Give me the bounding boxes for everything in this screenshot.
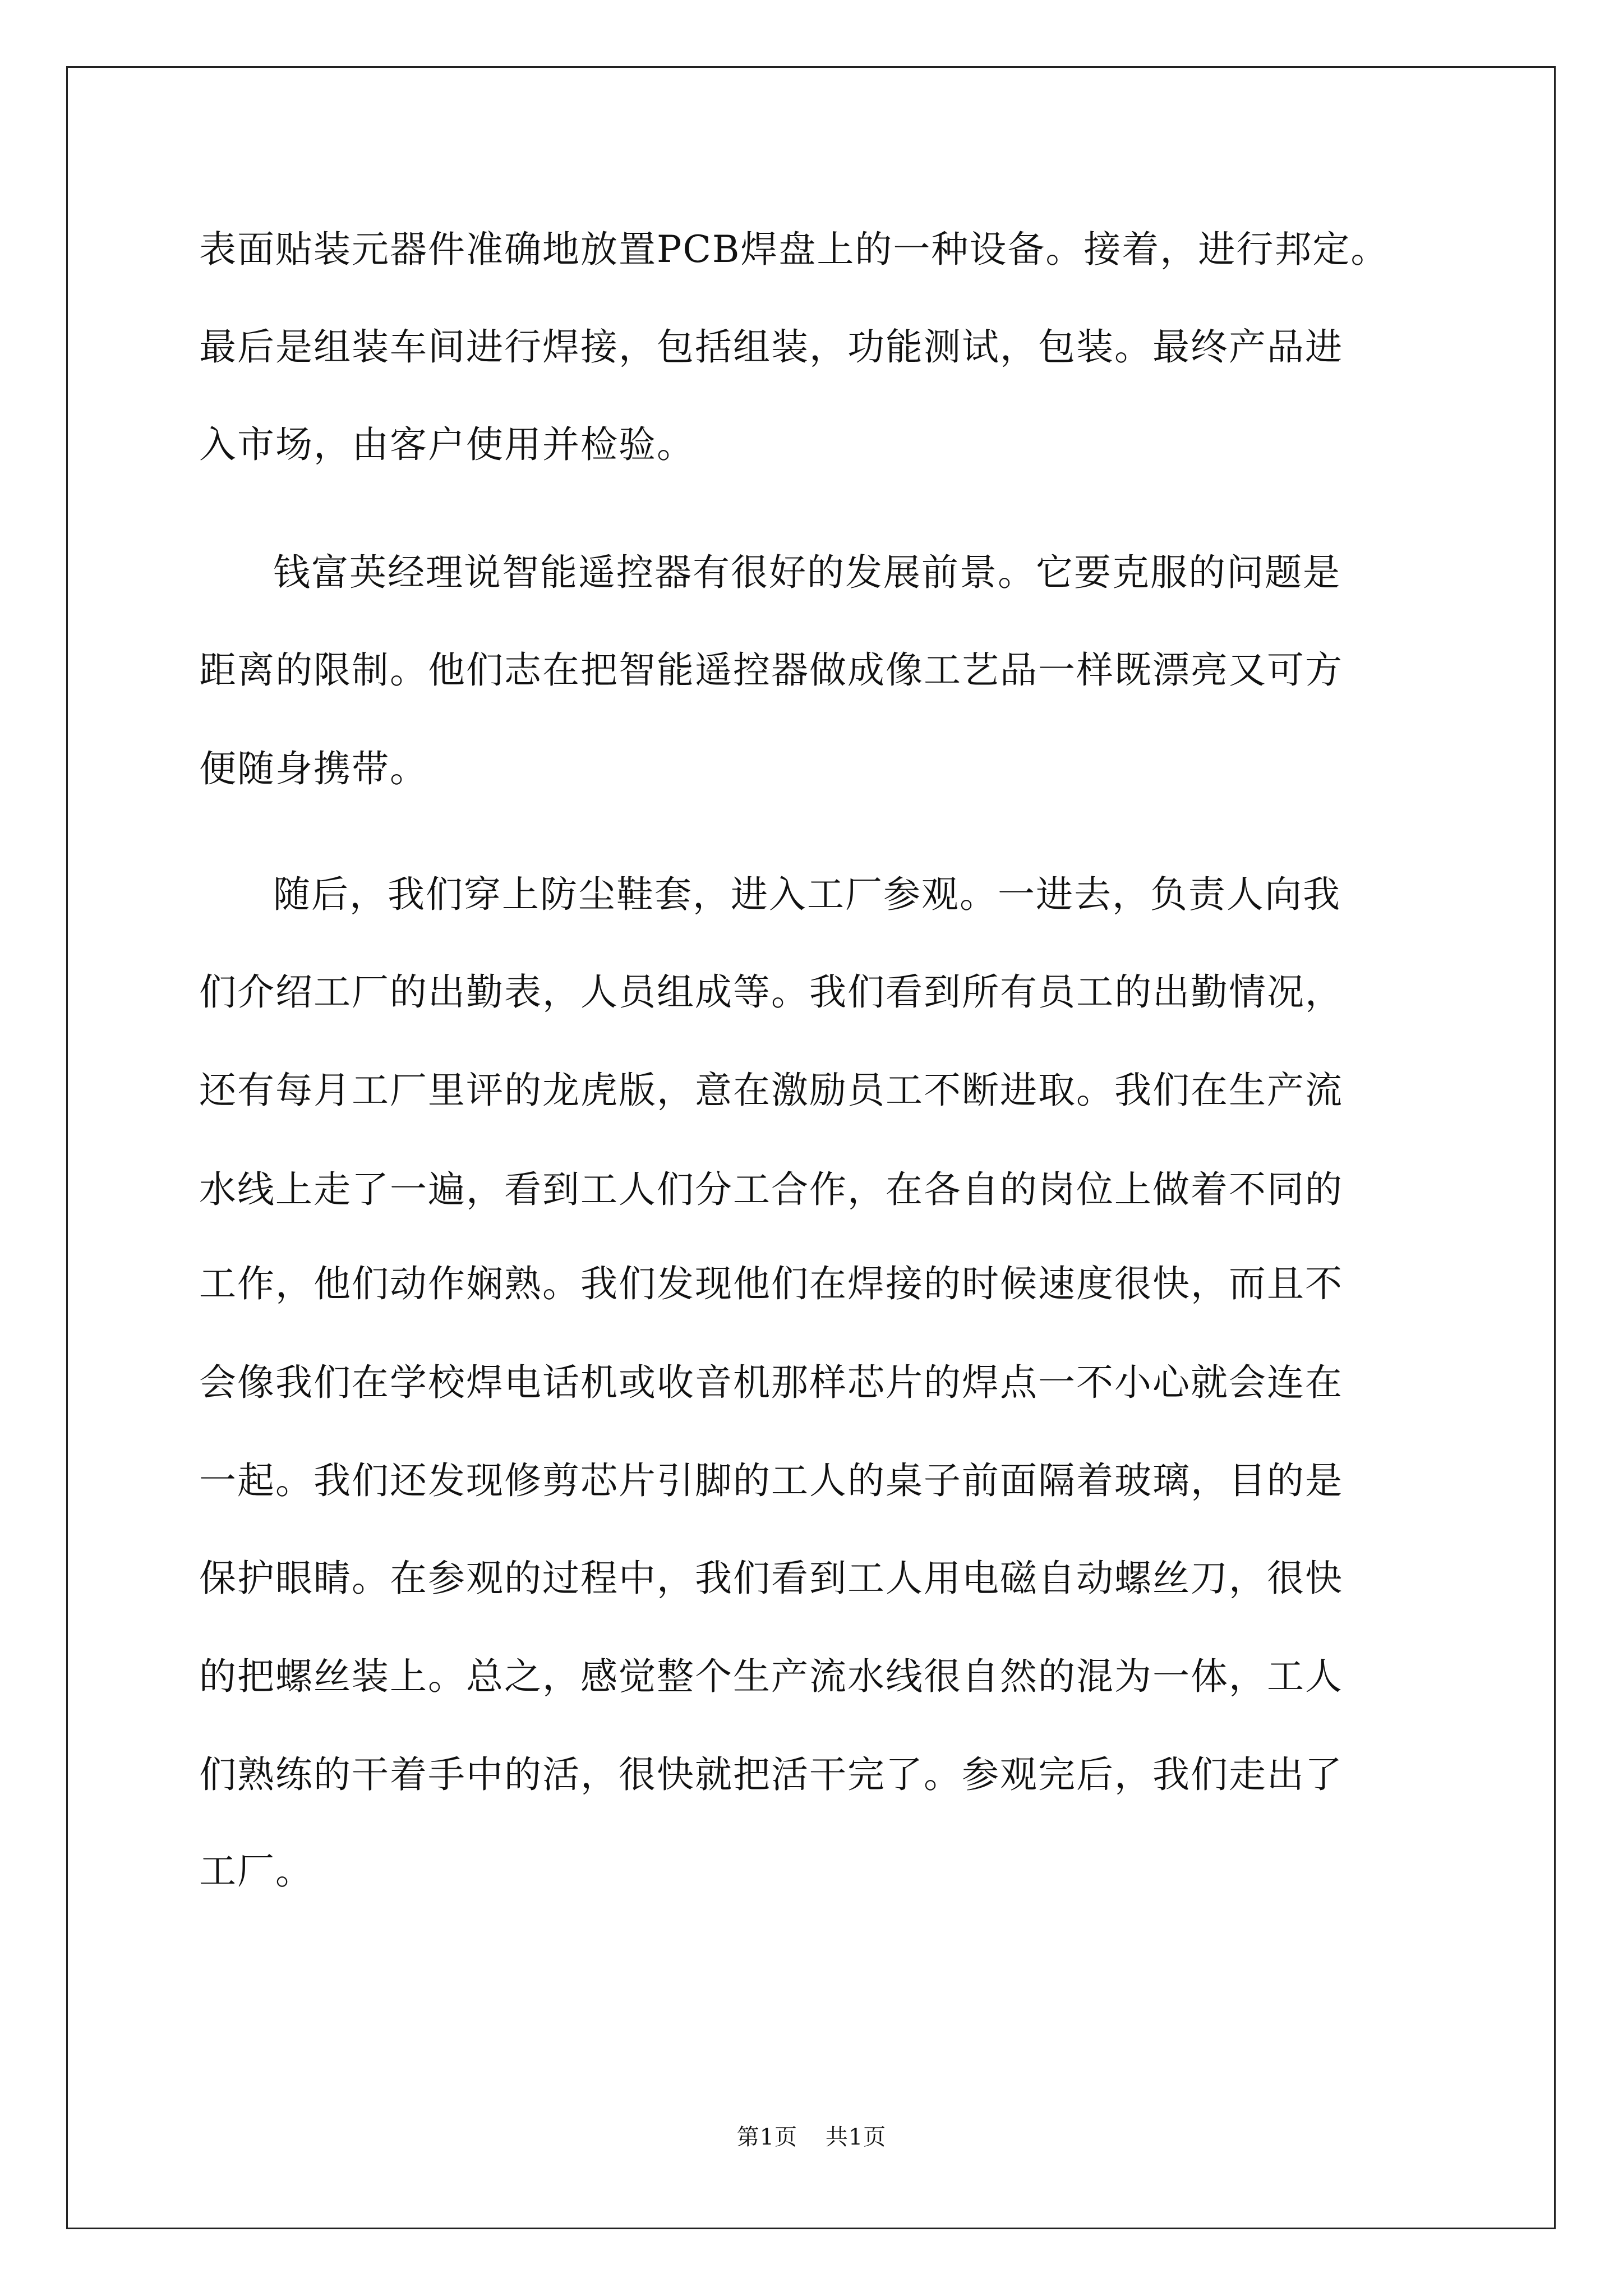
paragraph-line: 会像我们在学校焊电话机或收音机那样芯片的焊点一不小心就会连在 [199,1361,1343,1404]
paragraph-line: 们熟练的干着手中的活，很快就把活干完了。参观完后，我们走出了 [199,1753,1343,1796]
paragraph-line: 保护眼睛。在参观的过程中，我们看到工人用电磁自动螺丝刀，很快 [199,1557,1343,1600]
paragraph-line: 工作，他们动作娴熟。我们发现他们在焊接的时候速度很快，而且不 [199,1262,1343,1305]
paragraph-line: 表面贴装元器件准确地放置PCB焊盘上的一种设备。接着，进行邦定。 [199,228,1389,271]
paragraph-line: 水线上走了一遍，看到工人们分工合作，在各自的岗位上做着不同的 [199,1168,1343,1211]
page-total: 共1页 [825,2124,887,2150]
paragraph-line: 钱富英经理说智能遥控器有很好的发展前景。它要克服的问题是 [273,551,1341,594]
paragraph-line: 随后，我们穿上防尘鞋套，进入工厂参观。一进去，负责人向我 [273,873,1341,916]
page-footer [0,2123,1623,2151]
page-border [66,66,1556,2229]
paragraph-line: 便随身携带。 [199,747,428,790]
paragraph-line: 工厂。 [199,1849,313,1893]
paragraph-line: 们介绍工厂的出勤表，人员组成等。我们看到所有员工的出勤情况， [199,970,1343,1014]
paragraph-line: 还有每月工厂里评的龙虎版，意在激励员工不断进取。我们在生产流 [199,1069,1343,1112]
paragraph-line: 的把螺丝装上。总之，感觉整个生产流水线很自然的混为一体，工人 [199,1655,1343,1698]
paragraph-line: 距离的限制。他们志在把智能遥控器做成像工艺品一样既漂亮又可方 [199,648,1343,692]
paragraph-line: 入市场，由客户使用并检验。 [199,423,695,466]
page-number: 第1页 [736,2124,798,2150]
paragraph-line: 一起。我们还发现修剪芯片引脚的工人的桌子前面隔着玻璃，目的是 [199,1459,1343,1502]
paragraph-line: 最后是组装车间进行焊接，包括组装，功能测试，包装。最终产品进 [199,325,1343,369]
